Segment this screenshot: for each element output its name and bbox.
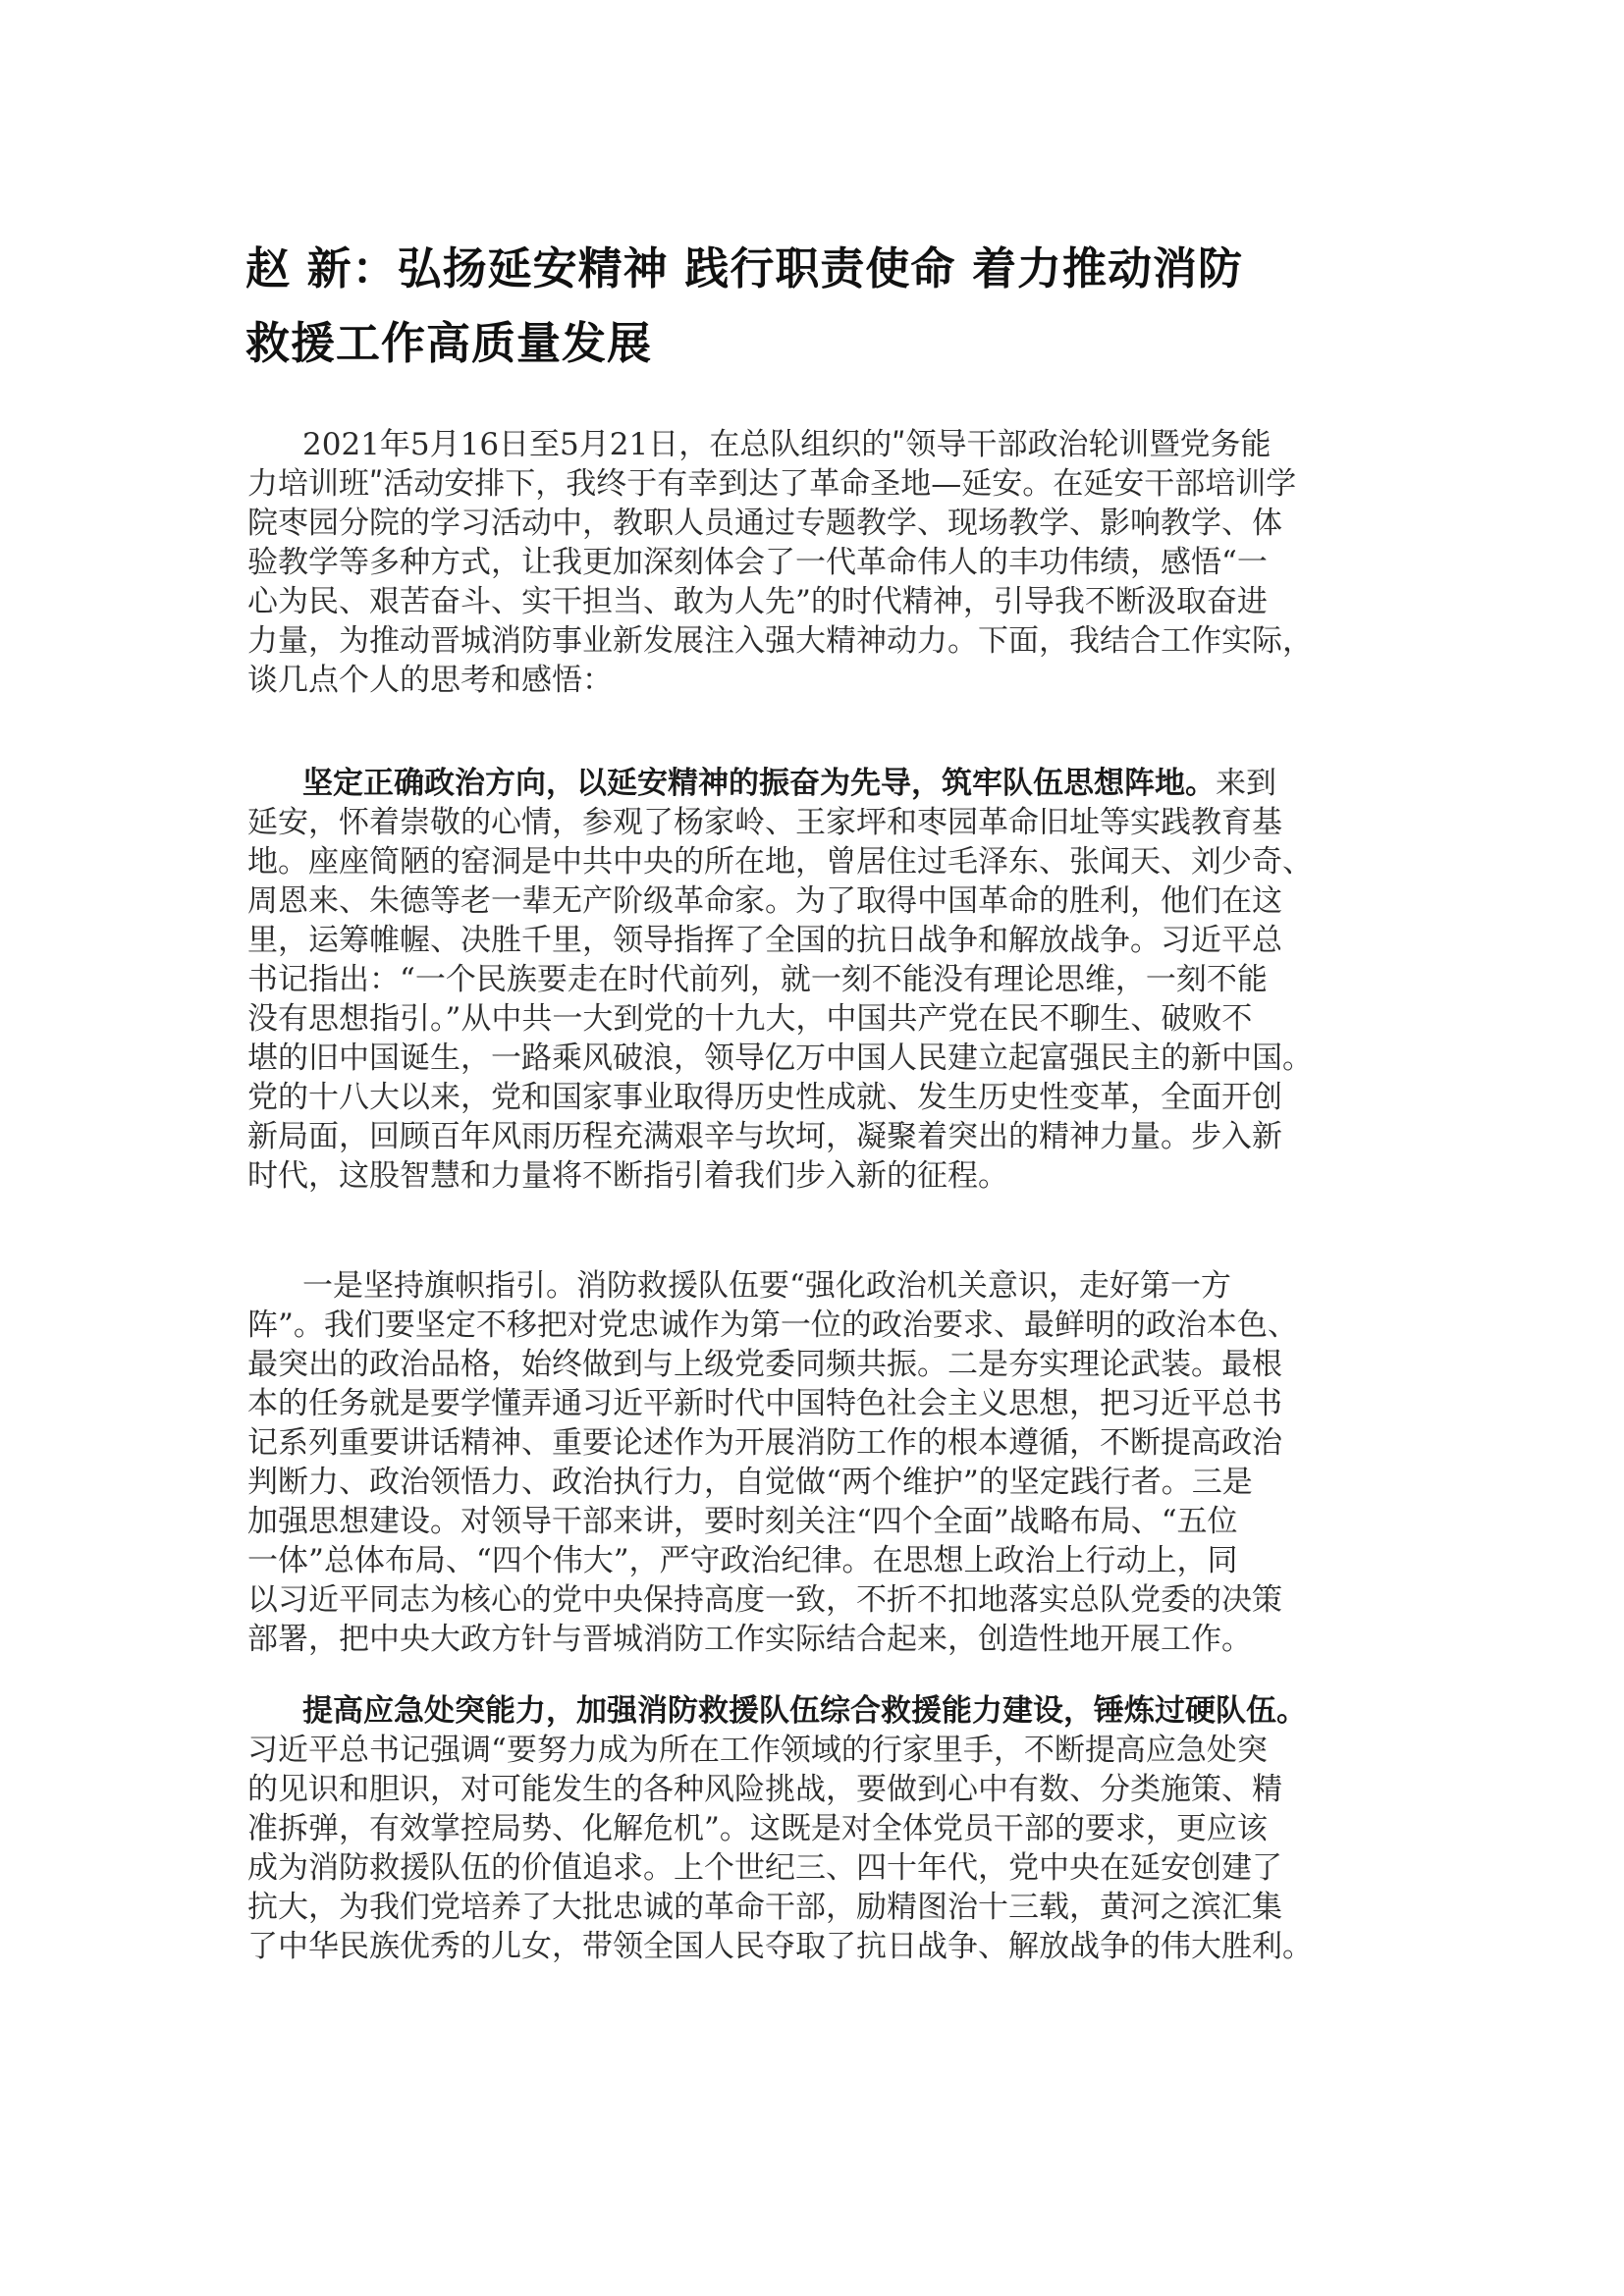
title-line-2: 救援工作高质量发展 — [245, 317, 653, 369]
text-line: 院枣园分院的学习活动中，教职人员通过专题教学、现场教学、影响教学、体 — [247, 506, 1282, 541]
text-line: 最突出的政治品格，始终做到与上级党委同频共振。二是夯实理论武装。最根 — [247, 1347, 1282, 1382]
text-line: 心为民、艰苦奋斗、实干担当、敢为人先”的时代精神，引导我不断汲取奋进 — [247, 584, 1268, 619]
text-line: 没有思想指引。”从中共一大到党的十九大，中国共产党在民不聊生、破败不 — [247, 1001, 1253, 1037]
text-line: 阵”。我们要坚定不移把对党忠诚作为第一位的政治要求、最鲜明的政治本色、 — [247, 1308, 1298, 1343]
text-line: 里，运筹帷幄、决胜千里，领导指挥了全国的抗日战争和解放战争。习近平总 — [247, 923, 1282, 958]
paragraph-lead-heading: 坚定正确政治方向，以延安精神的振奋为先导，筑牢队伍思想阵地。 — [302, 766, 1216, 801]
text-line: 判断力、政治领悟力、政治执行力，自觉做“两个维护”的坚定践行者。三是 — [247, 1465, 1253, 1500]
paragraph-emergency-capability — [247, 1691, 1377, 1966]
text-line: 力培训班ʺ活动安排下，我终于有幸到达了革命圣地—延安。在延安干部培训学 — [247, 466, 1297, 502]
text-line: 的见识和胆识，对可能发生的各种风险挑战，要做到心中有数、分类施策、精 — [247, 1772, 1282, 1807]
paragraph-political-direction — [247, 764, 1377, 1196]
text-line: 一是坚持旗帜指引。消防救援队伍要“强化政治机关意识，走好第一方 — [302, 1268, 1231, 1304]
text-line: 2021年5月16日至5月21日，在总队组织的ʺ领导干部政治轮训暨党务能 — [302, 427, 1272, 462]
text-line: 加强思想建设。对领导干部来讲，要时刻关注“四个全面”战略布局、“五位 — [247, 1504, 1238, 1539]
text-line: 党的十八大以来，党和国家事业取得历史性成就、发生历史性变革，全面开创 — [247, 1080, 1282, 1115]
text-line — [247, 764, 1377, 803]
text-line: 堪的旧中国诞生，一路乘风破浪，领导亿万中国人民建立起富强民主的新中国。 — [247, 1041, 1313, 1076]
text-line: 习近平总书记强调“要努力成为所在工作领域的行家里手，不断提高应急处突 — [247, 1733, 1268, 1768]
text-line: 谈几点个人的思考和感悟： — [247, 663, 613, 698]
text-line: 力量，为推动晋城消防事业新发展注入强大精神动力。下面，我结合工作实际， — [247, 623, 1313, 659]
text-line: 记系列重要讲话精神、重要论述作为开展消防工作的根本遵循，不断提高政治 — [247, 1425, 1282, 1461]
text-line: 周恩来、朱德等老一辈无产阶级革命家。为了取得中国革命的胜利，他们在这 — [247, 883, 1282, 919]
paragraph-three-points — [247, 1266, 1377, 1659]
text-line: 书记指出：“一个民族要走在时代前列，就一刻不能没有理论思维，一刻不能 — [247, 962, 1268, 997]
text-line: 成为消防救援队伍的价值追求。上个世纪三、四十年代，党中央在延安创建了 — [247, 1850, 1282, 1886]
text-line: 新局面，回顾百年风雨历程充满艰辛与坎坷，凝聚着突出的精神力量。步入新 — [247, 1119, 1282, 1154]
text-line: 准拆弹，有效掌控局势、化解危机”。这既是对全体党员干部的要求，更应该 — [247, 1811, 1268, 1846]
text-line: 地。座座简陋的窑洞是中共中央的所在地，曾居住过毛泽东、张闻天、刘少奇、 — [247, 844, 1313, 880]
text-line: 验教学等多种方式，让我更加深刻体会了一代革命伟人的丰功伟绩，感悟“一 — [247, 545, 1268, 580]
text-line: 抗大，为我们党培养了大批忠诚的革命干部，励精图治十三载，黄河之滨汇集 — [247, 1890, 1282, 1925]
text-line: 本的任务就是要学懂弄通习近平新时代中国特色社会主义思想，把习近平总书 — [247, 1386, 1282, 1421]
paragraph-lead-heading: 提高应急处突能力，加强消防救援队伍综合救援能力建设，锤炼过硬队伍。 — [302, 1693, 1307, 1729]
document-title — [245, 232, 1384, 381]
text-line: 了中华民族优秀的儿女，带领全国人民夺取了抗日战争、解放战争的伟大胜利。 — [247, 1929, 1313, 1964]
text-line: 延安，怀着崇敬的心情，参观了杨家岭、王家坪和枣园革命旧址等实践教育基 — [247, 805, 1282, 840]
paragraph-intro — [247, 425, 1377, 700]
text-line: 部署，把中央大政方针与晋城消防工作实际结合起来，创造性地开展工作。 — [247, 1622, 1252, 1657]
title-line-1: 赵 新：弘扬延安精神 践行职责使命 着力推动消防 — [245, 242, 1244, 294]
text-line — [247, 1691, 1377, 1731]
text-fragment: 来到 — [1216, 766, 1276, 801]
text-line: 一体”总体布局、“四个伟大”，严守政治纪律。在思想上政治上行动上，同 — [247, 1543, 1238, 1578]
text-line: 时代，这股智慧和力量将不断指引着我们步入新的征程。 — [247, 1158, 1008, 1194]
text-line: 以习近平同志为核心的党中央保持高度一致，不折不扣地落实总队党委的决策 — [247, 1582, 1282, 1618]
